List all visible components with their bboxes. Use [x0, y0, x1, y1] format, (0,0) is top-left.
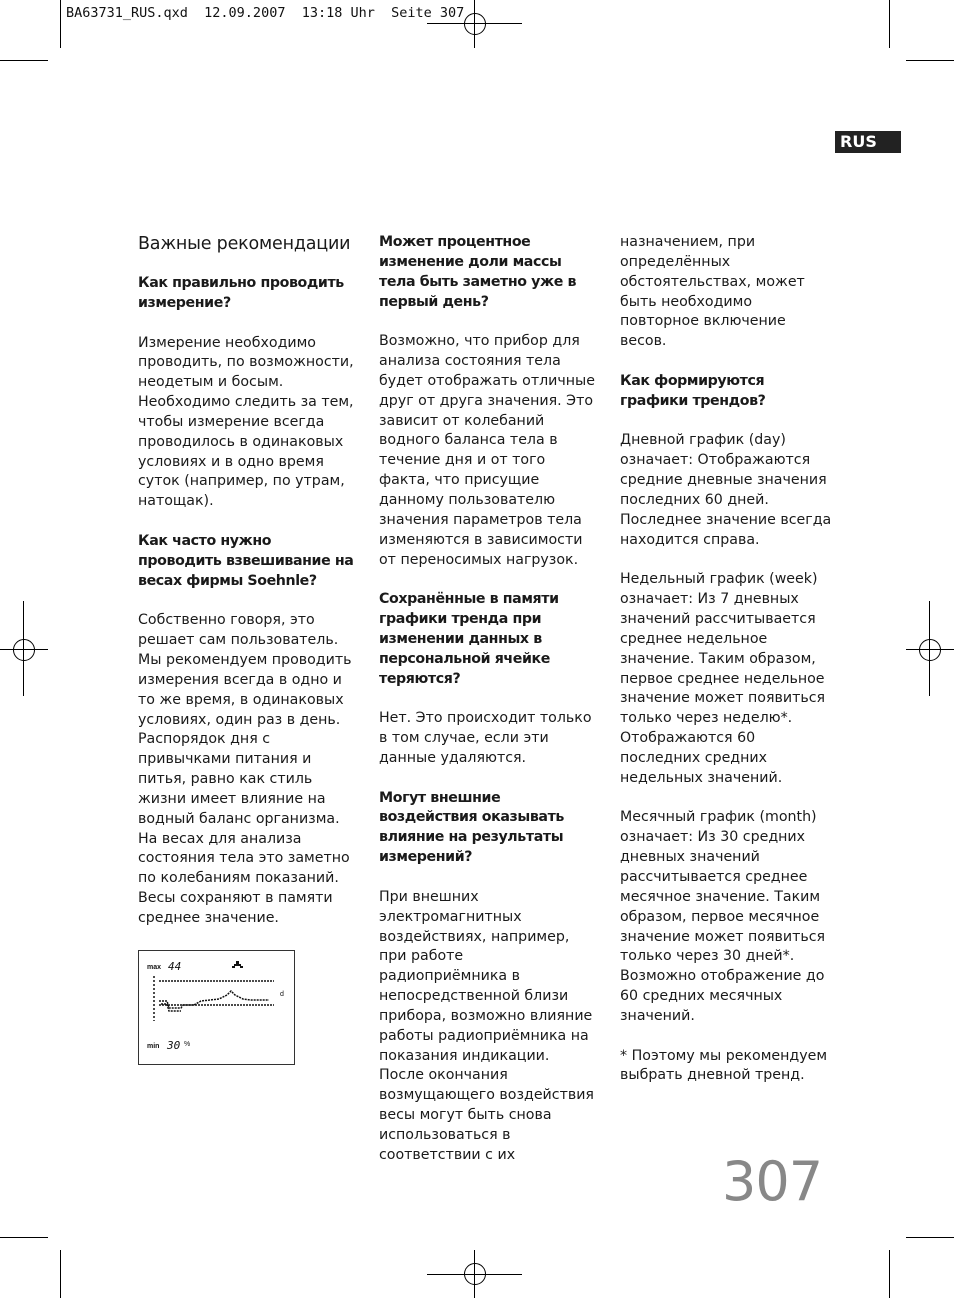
lcd-graph: [139, 951, 296, 1066]
crop-mark: [889, 0, 890, 48]
crop-mark: [889, 1250, 890, 1298]
column-3: [620, 233, 834, 1106]
week-graph-paragraph: Недельный график (week) означает: Из 7 дневных значений рассчитывается среднее недельное значение. Таким образом, первое среднее недельное значение может появиться только через неделю*. Отображаются 60 последних средних недельных значений.: [620, 571, 826, 786]
question-heading: Как часто нужно проводить взвешивание на весах фирмы Soehnle?: [138, 532, 354, 589]
lcd-max-value: 44: [168, 960, 182, 973]
lcd-trend-illustration: [138, 950, 295, 1065]
answer-paragraph: Возможно, что прибор для анализа состояния тела будет отображать отличные друг от друга значения. Это зависит от колебаний водного баланса тела в течение дня и от того факта, что присущие данному пользователю значения параметров тела изменяются в зависимости от переносимых нагрузок.: [379, 333, 595, 568]
question-heading: Может процентное изменение доли массы тела быть заметно уже в первый день?: [379, 234, 577, 310]
answer-paragraph: назначением, при определённых обстоятельствах, может быть необходимо повторное включение весов.: [620, 234, 805, 350]
question-heading: Как формируются графики трендов?: [620, 372, 766, 409]
answer-paragraph: Собственно говоря, это решает сам пользователь. Мы рекомендуем проводить измерения всегда в одно и то же время, в одинаковых условиях, один раз в день. Распорядок дня с привычками питания и питья, равно как стиль жизни имеет влияние на водный баланс организма. На весах для анализа состояния тела это заметно по колебаниям показаний. Весы сохраняют в памяти среднее значение.: [138, 612, 352, 926]
crop-mark: [906, 60, 954, 61]
crop-mark: [906, 1237, 954, 1238]
crop-mark: [0, 1237, 48, 1238]
crop-mark: [60, 0, 61, 48]
lcd-max-label: max: [147, 964, 162, 971]
question-heading: Как правильно проводить измерение?: [138, 275, 344, 311]
registration-circle-icon: [464, 1263, 486, 1285]
lcd-period: d: [280, 991, 284, 998]
answer-paragraph: Измерение необходимо проводить, по возможности, неодетым и босым. Необходимо следить за тем, чтобы измерение всегда проводилось в одинаковых условиях и в одно время суток (например, по утрам, натощак).: [138, 334, 354, 510]
user-icon: [232, 961, 243, 968]
registration-circle-icon: [13, 639, 35, 661]
question-heading: Могут внешние воздействия оказывать влияние на результаты измерений?: [379, 789, 564, 866]
day-graph-paragraph: Дневной график (day) означает: Отображаются средние дневные значения последних 60 дней. Последнее значение всегда находится справа.: [620, 432, 832, 548]
section-title: Важные рекомендации: [138, 234, 351, 254]
crop-mark: [60, 1250, 61, 1298]
crop-mark: [0, 60, 48, 61]
lcd-unit: %: [184, 1041, 191, 1048]
footnote: * Поэтому мы рекомендуем выбрать дневной тренд.: [620, 1047, 828, 1084]
registration-circle-icon: [919, 639, 941, 661]
lcd-min-value: 30: [167, 1039, 181, 1052]
column-2: [379, 233, 595, 1186]
answer-paragraph: При внешних электромагнитных воздействиях, например, при работе радиоприёмника в непосредственной близи прибора, возможно влияние работы радиоприёмника на показания индикации. После окончания возмущающего воздействия весы могут быть снова использоваться в соответствии с их: [379, 888, 594, 1163]
question-heading: Сохранённые в памяти графики тренда при изменении данных в персональной ячейке теряются?: [379, 591, 559, 687]
registration-circle-icon: [464, 13, 486, 35]
lcd-min-label: min: [147, 1043, 160, 1050]
page-number: 307: [722, 1150, 823, 1213]
month-graph-paragraph: Месячный график (month) означает: Из 30 средних дневных значений рассчитывается среднее месячное значение. Таким образом, первое месячное значение может появиться только через 30 дней*. Возможно отображение до 60 средних месячных значений.: [620, 809, 826, 1024]
column-1: [138, 233, 356, 949]
print-slug: BA63731_RUS.qxd 12.09.2007 13:18 Uhr Seite 307: [66, 5, 465, 21]
answer-paragraph: Нет. Это происходит только в том случае, если эти данные удаляются.: [379, 710, 592, 766]
language-badge: RUS: [835, 131, 901, 153]
